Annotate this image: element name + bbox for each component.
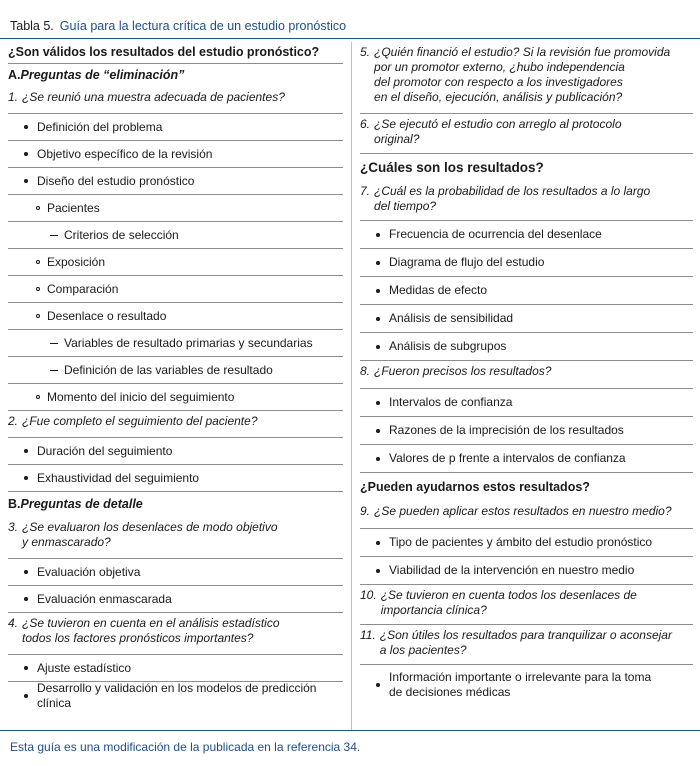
question-text: ¿Se evaluaron los desenlaces de modo objetivo y enmascarado? [22,520,278,549]
question-8 [360,361,693,389]
list-item [8,303,343,330]
list-item [8,357,343,384]
results-heading: ¿Cuáles son los resultados? [360,160,544,175]
item-label: Duración del seguimiento [37,443,173,458]
dash-bullet-icon [50,235,58,236]
item-label: Tipo de pacientes y ámbito del estudio pronóstico [389,535,653,549]
question-text: ¿Quién financió el estudio? Si la revisión fue promovida por un promotor externo, ¿hubo independencia del promotor con respecto a los investigadores en el diseño, ejecución, análisis y publicación? [374,45,671,104]
question-number: 8. [360,364,371,378]
item-label: Definición de las variables de resultado [64,362,273,377]
bullet-icon [24,449,28,453]
list-item [8,330,343,357]
item-label: Momento del inicio del seguimiento [47,389,235,404]
list-item [8,276,343,303]
list-item [8,438,343,465]
bullet-icon [24,570,28,574]
list-item [8,222,343,249]
bullet-icon [376,457,380,461]
question-number: 4. [8,616,19,630]
bullet-icon [376,345,380,349]
list-item [8,655,343,682]
dash-bullet-icon [50,343,58,344]
list-item [360,277,693,305]
right-column [360,42,693,705]
question-2 [8,411,343,438]
item-label: Viabilidad de la intervención en nuestro medio [389,563,635,577]
dash-bullet-icon [50,370,58,371]
item-label: Desarrollo y validación en los modelos de predicción clínica [37,681,317,710]
list-item [8,141,343,168]
item-label: Análisis de sensibilidad [389,311,514,325]
circle-bullet-icon [36,206,40,210]
bullet-icon [376,429,380,433]
bullet-icon [24,597,28,601]
bullet-icon [376,541,380,545]
footnote-text: Esta guía es una modificación de la publicada en la referencia 34. [10,740,361,754]
list-item [8,114,343,141]
bullet-icon [376,317,380,321]
question-number: 11. [360,628,376,642]
question-number: 6. [360,117,371,131]
question-number: 5. [360,45,371,59]
list-item [360,445,693,473]
item-label: Valores de p frente a intervalos de confianza [389,451,626,465]
bullet-icon [376,261,380,265]
bullet-icon [376,289,380,293]
table-footnote [0,730,700,763]
item-label: Definición del problema [37,119,163,134]
item-label: Variables de resultado primarias y secundarias [64,335,313,350]
question-3 [8,517,343,559]
item-label: Análisis de subgrupos [389,339,507,353]
item-label: Criterios de selección [64,227,179,242]
list-item [8,682,343,710]
item-label: Intervalos de confianza [389,395,513,409]
item-label: Evaluación enmascarada [37,591,172,606]
left-column [8,42,343,710]
circle-bullet-icon [36,260,40,264]
bullet-icon [376,569,380,573]
list-item [360,249,693,277]
bullet-icon [24,125,28,129]
question-number: 9. [360,504,371,518]
item-label: Ajuste estadístico [37,660,132,675]
circle-bullet-icon [36,395,40,399]
question-text: ¿Se tuvieron en cuenta todos los desenlaces de importancia clínica? [380,588,637,617]
bullet-icon [24,476,28,480]
item-label: Comparación [47,281,119,296]
question-4 [8,613,343,655]
item-label: Evaluación objetiva [37,564,141,579]
list-item [360,417,693,445]
question-text: ¿Fueron precisos los resultados? [374,364,552,378]
list-item [8,195,343,222]
item-label: Diagrama de flujo del estudio [389,255,545,269]
item-label: Objetivo específico de la revisión [37,146,213,161]
column-divider [351,42,352,730]
main-heading: ¿Son válidos los resultados del estudio pronóstico? [8,42,343,64]
section-a-heading: A. Preguntas de “eliminación” [8,68,185,82]
question-number: 7. [360,184,371,198]
question-number: 2. [8,414,19,428]
question-text: ¿Fue completo el seguimiento del paciente? [22,414,258,428]
list-item [360,333,693,361]
item-label: Pacientes [47,200,100,215]
question-6 [360,114,693,154]
bullet-icon [376,401,380,405]
question-text: ¿Cuál es la probabilidad de los resultados a lo largo del tiempo? [374,184,651,213]
item-label: Desenlace o resultado [47,308,167,323]
question-number: 10. [360,588,377,602]
bullet-icon [24,666,28,670]
item-label: Medidas de efecto [389,283,488,297]
list-item [8,384,343,411]
question-number: 1. [8,90,19,104]
question-text: ¿Se reunió una muestra adecuada de pacientes? [22,90,285,104]
table-title-bar [0,14,700,39]
list-item [360,221,693,249]
question-number: 3. [8,520,19,534]
list-item [360,305,693,333]
bullet-icon [376,683,380,687]
bullet-icon [24,152,28,156]
list-item [360,557,693,585]
section-b-heading: B. Preguntas de detalle [8,497,143,511]
list-item [8,249,343,276]
item-label: Exposición [47,254,106,269]
question-7 [360,181,693,221]
question-text: ¿Son útiles los resultados para tranquilizar o aconsejar a los pacientes? [379,628,672,657]
list-item [8,559,343,586]
bullet-icon [376,233,380,237]
list-item [8,586,343,613]
table-number: Tabla 5. [10,19,54,33]
item-label: Exhaustividad del seguimiento [37,470,200,485]
question-1 [8,87,343,114]
list-item [8,465,343,492]
usefulness-heading: ¿Pueden ayudarnos estos resultados? [360,479,590,494]
list-item [360,665,693,705]
question-text: ¿Se tuvieron en cuenta en el análisis estadístico todos los factores pronósticos importantes? [22,616,280,645]
question-text: ¿Se ejecutó el estudio con arreglo al protocolo original? [374,117,622,146]
list-item [8,168,343,195]
question-text: ¿Se pueden aplicar estos resultados en nuestro medio? [374,504,672,518]
item-label: Información importante o irrelevante para la toma de decisiones médicas [389,670,652,699]
bullet-icon [24,694,28,698]
question-9 [360,501,693,529]
bullet-icon [24,179,28,183]
question-5 [360,42,693,114]
item-label: Razones de la imprecisión de los resultados [389,423,624,437]
circle-bullet-icon [36,287,40,291]
item-label: Diseño del estudio pronóstico [37,173,195,188]
circle-bullet-icon [36,314,40,318]
table-title: Guía para la lectura crítica de un estudio pronóstico [59,19,347,33]
list-item [360,529,693,557]
list-item [360,389,693,417]
question-10 [360,585,693,625]
question-11 [360,625,693,665]
item-label: Frecuencia de ocurrencia del desenlace [389,227,602,241]
